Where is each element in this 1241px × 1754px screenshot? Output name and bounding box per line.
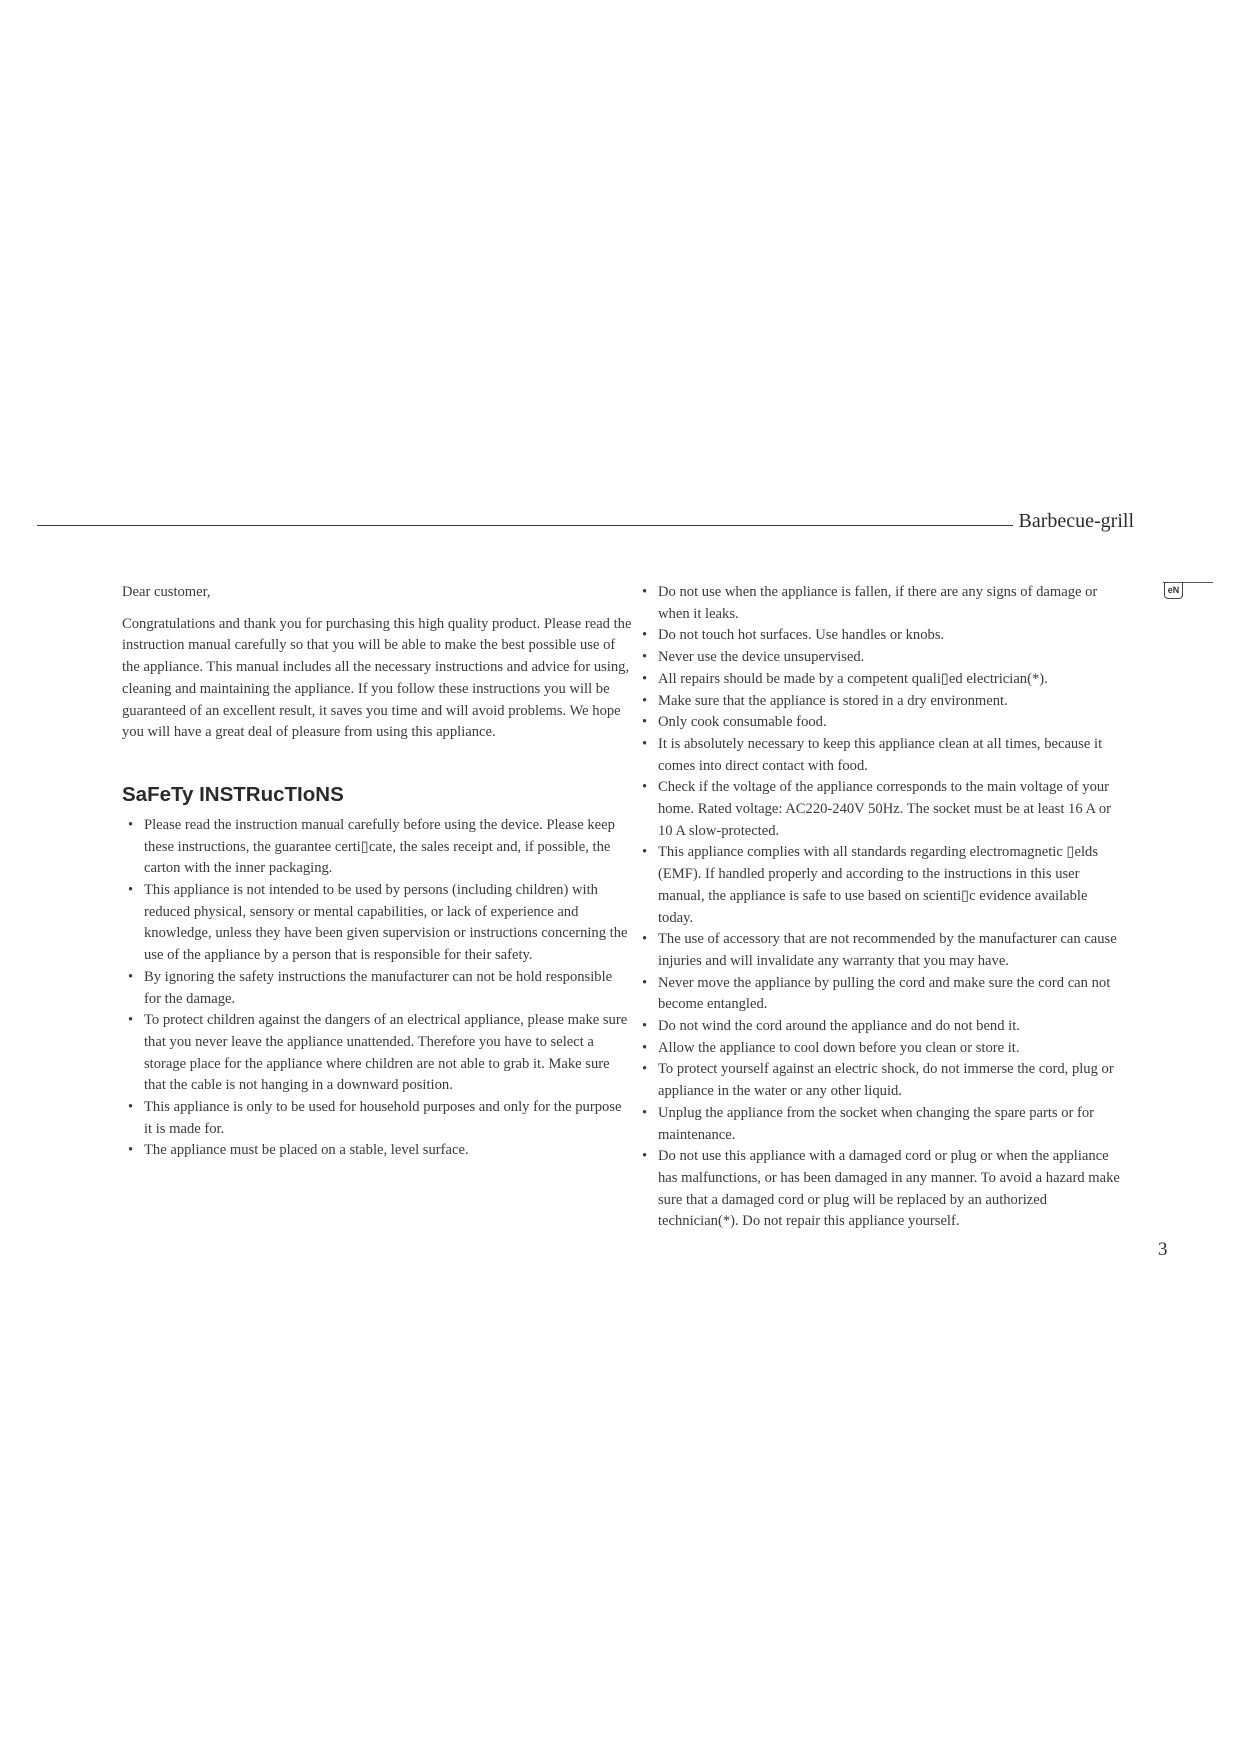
safety-item xyxy=(642,1016,1122,1038)
bullet-icon: • xyxy=(642,735,648,752)
safety-list-right xyxy=(642,582,1122,1233)
page-number: 3 xyxy=(1158,1239,1168,1260)
safety-item-text: It is absolutely necessary to keep this appliance clean at all times, because it comes into direct contact with food. xyxy=(658,735,1103,774)
safety-item xyxy=(128,1097,632,1140)
bullet-icon: • xyxy=(642,627,648,644)
bullet-icon: • xyxy=(642,779,648,796)
bullet-icon: • xyxy=(642,714,648,731)
safety-item-text: Do not use when the appliance is fallen, if there are any signs of damage or when it leaks. xyxy=(658,584,1098,622)
safety-item-text: Unplug the appliance from the socket when changing the spare parts or for maintenance. xyxy=(658,1104,1095,1143)
safety-item xyxy=(128,815,632,880)
language-badge: eN xyxy=(1164,582,1183,599)
section-heading: SaFeTy INSTRucTIoNS xyxy=(122,782,344,806)
safety-item xyxy=(128,1140,632,1162)
safety-item xyxy=(642,973,1122,1016)
safety-item-text: Check if the voltage of the appliance corresponds to the main voltage of your home. Rated voltage: AC220-240V 50Hz. The socket must be at least 16 A or 10 A slow-protected. xyxy=(658,779,1112,839)
safety-item-text: Make sure that the appliance is stored in a dry environment. xyxy=(658,692,1008,709)
safety-item xyxy=(642,647,1122,669)
bullet-icon: • xyxy=(642,1104,648,1121)
header-rule xyxy=(37,525,1013,526)
bullet-icon: • xyxy=(642,1148,648,1165)
bullet-icon: • xyxy=(642,584,648,600)
safety-item xyxy=(642,1103,1122,1146)
greeting: Dear customer, xyxy=(122,584,211,600)
safety-item-text: Allow the appliance to cool down before you clean or store it. xyxy=(658,1039,1020,1056)
header-title: Barbecue-grill xyxy=(1018,510,1134,532)
intro-paragraph: Congratulations and thank you for purchasing this high quality product. Please read the instruction manual carefully so that you will be able to make the best possible use of the appliance. This manual includes all the necessary instructions and advice for using, cleaning and maintaining the appliance. If you follow these instructions you will be guaranteed of an excellent result, it saves you time and will avoid problems. We hope you will have a great deal of pleasure from using this appliance. xyxy=(122,615,632,741)
safety-item xyxy=(128,1010,632,1097)
right-column xyxy=(642,582,1122,1233)
safety-item xyxy=(642,777,1122,842)
safety-item-text: To protect children against the dangers of an electrical appliance, please make sure that you never leave the appliance unattended. Therefore you have to select a storage place for the appliance where children are not able to grab it. Make sure that the cable is not hanging in a downward position. xyxy=(144,1012,628,1094)
bullet-icon: • xyxy=(642,670,648,687)
bullet-icon: • xyxy=(642,1039,648,1056)
left-column xyxy=(122,582,632,1162)
safety-item xyxy=(642,691,1122,713)
safety-item xyxy=(642,1146,1122,1233)
bullet-icon: • xyxy=(642,692,648,709)
bullet-icon: • xyxy=(128,1099,134,1116)
bullet-icon: • xyxy=(128,816,134,833)
safety-item-text: Please read the instruction manual carefully before using the device. Please keep these instructions, the guarantee certi▯cate, the sales receipt and, if possible, the carton with the inner packaging. xyxy=(144,816,615,877)
safety-item-text: Never move the appliance by pulling the cord and make sure the cord can not become entangled. xyxy=(658,974,1111,1013)
bullet-icon: • xyxy=(642,844,648,861)
safety-item-text: Do not use this appliance with a damaged cord or plug or when the appliance has malfunctions, or has been damaged in any manner. To avoid a hazard make sure that a damaged cord or plug will be replaced by an authorized technician(*). Do not repair this appliance yourself. xyxy=(658,1148,1120,1230)
safety-item-text: Only cook consumable food. xyxy=(658,714,827,731)
safety-item xyxy=(642,929,1122,972)
safety-item xyxy=(642,1059,1122,1102)
bullet-icon: • xyxy=(128,1142,134,1159)
safety-item xyxy=(642,734,1122,777)
bullet-icon: • xyxy=(642,1018,648,1035)
bullet-icon: • xyxy=(128,968,134,985)
safety-item xyxy=(642,582,1122,625)
bullet-icon: • xyxy=(642,649,648,666)
safety-item-text: This appliance is not intended to be used by persons (including children) with reduced physical, sensory or mental capabilities, or lack of experience and knowledge, unless they have been given supervision or instructions concerning the use of the appliance by a person that is responsible for their safety. xyxy=(144,882,628,964)
safety-item-text: The use of accessory that are not recommended by the manufacturer can cause injuries and will invalidate any warranty that you may have. xyxy=(658,931,1117,969)
bullet-icon: • xyxy=(642,974,648,991)
safety-item xyxy=(642,1038,1122,1060)
safety-item-text: The appliance must be placed on a stable, level surface. xyxy=(144,1142,469,1159)
bullet-icon: • xyxy=(128,1012,134,1029)
safety-item-text: Never use the device unsupervised. xyxy=(658,649,865,666)
safety-item-text: This appliance is only to be used for household purposes and only for the purpose it is made for. xyxy=(144,1099,622,1137)
safety-item-text: By ignoring the safety instructions the manufacturer can not be hold responsible for the damage. xyxy=(144,968,613,1007)
safety-item-text: Do not wind the cord around the appliance and do not bend it. xyxy=(658,1018,1020,1035)
bullet-icon: • xyxy=(642,931,648,948)
safety-item-text: This appliance complies with all standards regarding electromagnetic ▯elds (EMF). If handled properly and according to the instructions in this user manual, the appliance is safe to use based on scienti▯c evidence available today. xyxy=(658,844,1099,926)
safety-item xyxy=(642,625,1122,647)
safety-item xyxy=(642,669,1122,691)
safety-item xyxy=(128,880,632,967)
safety-item-text: To protect yourself against an electric shock, do not immerse the cord, plug or appliance in the water or any other liquid. xyxy=(658,1061,1114,1100)
safety-item-text: Do not touch hot surfaces. Use handles or knobs. xyxy=(658,627,945,644)
safety-item xyxy=(642,712,1122,734)
bullet-icon: • xyxy=(642,1061,648,1078)
bullet-icon: • xyxy=(128,882,134,899)
safety-item-text: All repairs should be made by a competent quali▯ed electrician(*). xyxy=(658,670,1048,687)
safety-list-left xyxy=(122,815,632,1162)
safety-item xyxy=(642,842,1122,929)
safety-item xyxy=(128,967,632,1010)
